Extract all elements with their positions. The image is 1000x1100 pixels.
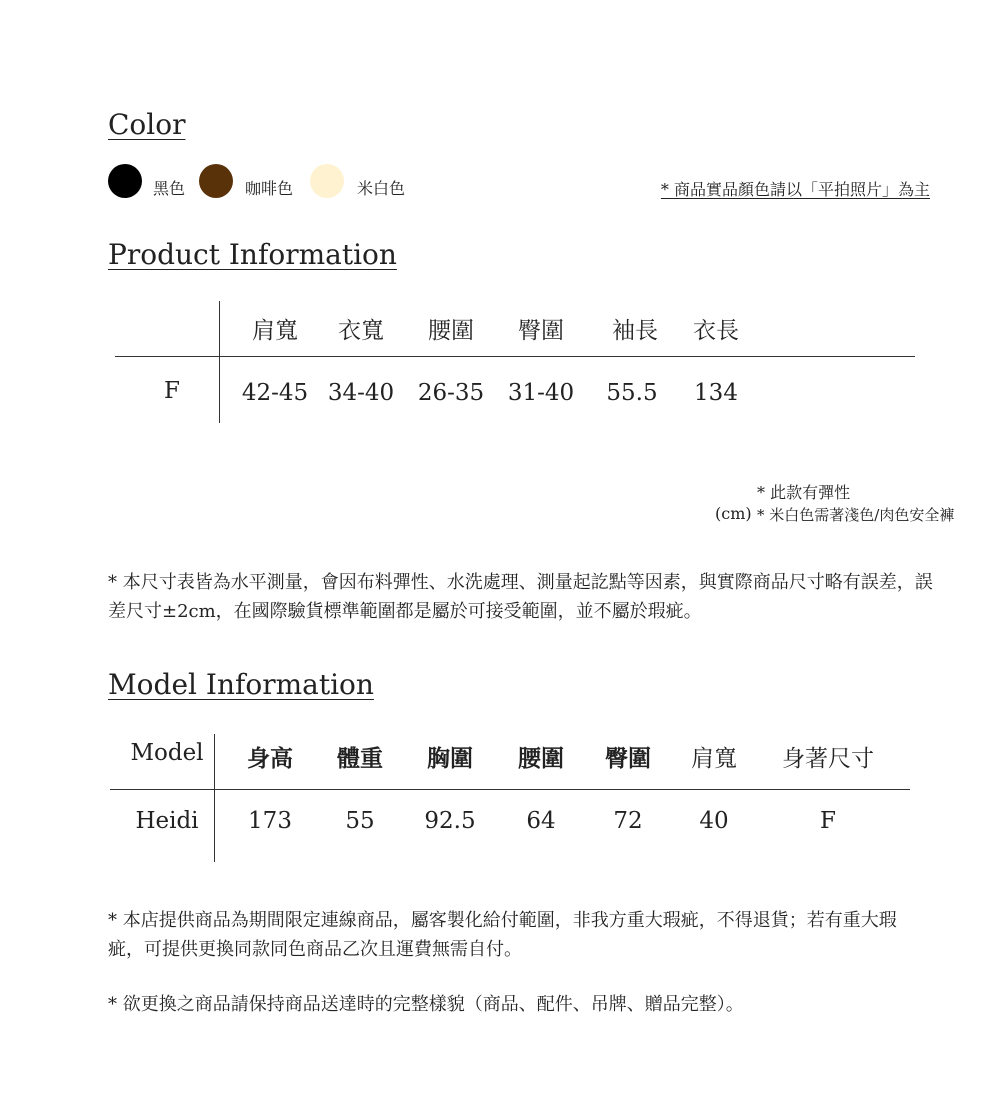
exchange-condition-note: * 欲更換之商品請保持商品送達時的完整樣貌（商品、配件、吊牌、贈品完整）。 bbox=[108, 994, 744, 1015]
value-height: 173 bbox=[248, 808, 292, 834]
table-divider-vertical bbox=[219, 301, 220, 423]
color-label-black: 黑色 bbox=[153, 179, 186, 198]
header-weight: 體重 bbox=[337, 745, 383, 772]
header-size-worn: 身著尺寸 bbox=[782, 746, 874, 772]
table-divider-vertical bbox=[214, 734, 215, 862]
measurement-note: * 本尺寸表皆為水平測量，會因布料彈性、水洗處理、測量起訖點等因素，與實際商品尺寸略有誤差，誤差尺寸±2cm，在國際驗貨標準範圍都是屬於可接受範圍，並不屬於瑕疵。 bbox=[108, 572, 933, 622]
value-hip: 31-40 bbox=[507, 380, 575, 406]
color-label-coffee: 咖啡色 bbox=[245, 179, 294, 198]
row-label-model-name: Heidi bbox=[135, 808, 199, 834]
color-section-title: Color bbox=[108, 108, 186, 141]
elastic-note: * 此款有彈性 bbox=[757, 483, 851, 502]
unit-label: (cm) bbox=[715, 504, 752, 523]
value-size-worn: F bbox=[820, 808, 836, 834]
value-shoulder: 40 bbox=[699, 808, 729, 834]
value-length: 134 bbox=[694, 380, 738, 406]
header-model: Model bbox=[130, 740, 204, 766]
header-hip: 臀圍 bbox=[518, 318, 564, 344]
safety-shorts-note: * 米白色需著淺色/肉色安全褲 bbox=[757, 506, 955, 524]
header-length: 衣長 bbox=[693, 318, 739, 344]
value-bust: 92.5 bbox=[424, 808, 476, 834]
product-section-title: Product Information bbox=[108, 238, 397, 271]
value-waist: 64 bbox=[526, 808, 556, 834]
header-hip: 臀圍 bbox=[605, 745, 651, 772]
color-swatch-black[interactable] bbox=[108, 164, 142, 198]
header-sleeve-length: 袖長 bbox=[612, 318, 658, 344]
value-chest-width: 34-40 bbox=[327, 380, 395, 406]
header-waist: 腰圍 bbox=[518, 745, 564, 772]
value-hip: 72 bbox=[613, 808, 643, 834]
return-policy-note: * 本店提供商品為期間限定連線商品，屬客製化給付範圍，非我方重大瑕疵，不得退貨；若有重大瑕疵，可提供更換同款同色商品乙次且運費無需自付。 bbox=[108, 910, 897, 960]
model-section-title: Model Information bbox=[108, 668, 374, 701]
row-label-size: F bbox=[164, 378, 180, 404]
value-weight: 55 bbox=[345, 808, 375, 834]
header-height: 身高 bbox=[247, 745, 293, 772]
color-swatch-coffee[interactable] bbox=[199, 164, 233, 198]
value-shoulder-width: 42-45 bbox=[241, 380, 309, 406]
header-bust: 胸圍 bbox=[427, 745, 473, 772]
header-shoulder: 肩寬 bbox=[691, 746, 737, 772]
table-divider-horizontal bbox=[115, 356, 915, 357]
value-waist: 26-35 bbox=[417, 380, 485, 406]
header-shoulder-width: 肩寬 bbox=[252, 318, 298, 344]
header-waist: 腰圍 bbox=[428, 318, 474, 344]
table-divider-horizontal bbox=[110, 789, 910, 790]
value-sleeve-length: 55.5 bbox=[606, 380, 658, 406]
color-swatch-off-white[interactable] bbox=[310, 164, 344, 198]
header-chest-width: 衣寬 bbox=[338, 318, 384, 344]
color-label-off-white: 米白色 bbox=[357, 179, 406, 198]
color-note: * 商品實品顏色請以「平拍照片」為主 bbox=[660, 180, 930, 199]
